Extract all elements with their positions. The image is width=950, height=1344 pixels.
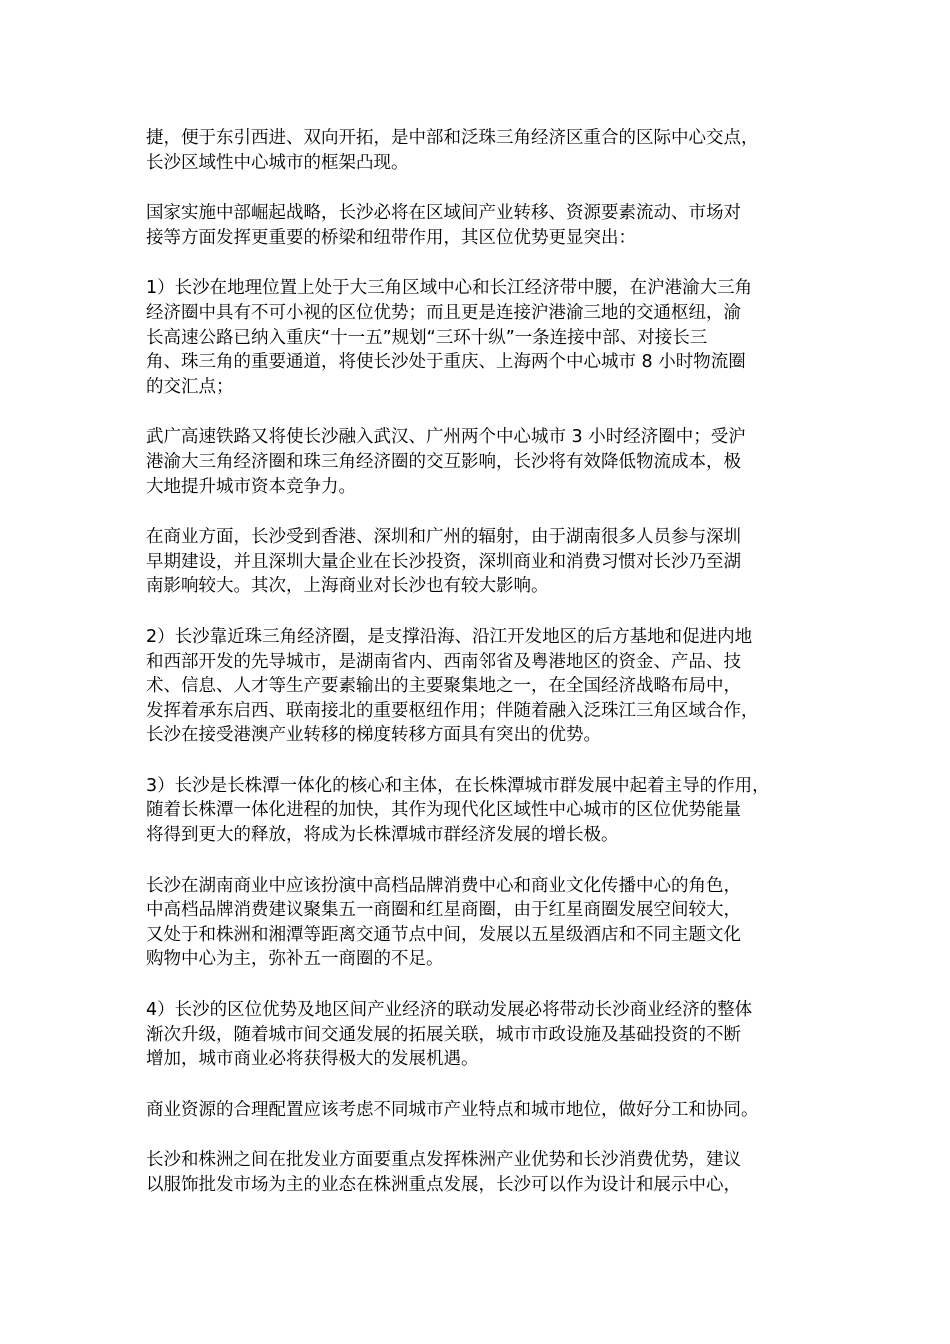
text-line: 发挥着承东启西、联南接北的重要枢纽作用；伴随着融入泛珠江三角区域合作，	[146, 700, 759, 721]
text-line: 增加，城市商业必将获得极大的发展机遇。	[146, 1049, 479, 1070]
text-line: 将得到更大的释放，将成为长株潭城市群经济发展的增长极。	[146, 825, 619, 846]
paragraph	[146, 1148, 826, 1197]
text-line: 角、珠三角的重要通道，将使长沙处于重庆、上海两个中心城市 8 小时物流圈	[146, 352, 746, 373]
text-line: 接等方面发挥更重要的桥梁和纽带作用，其区位优势更显突出：	[146, 227, 636, 248]
paragraph	[146, 425, 826, 499]
text-line: 中高档品牌消费建议聚集五一商圈和红星商圈，由于红星商圈发展空间较大，	[146, 900, 741, 921]
text-line: 1）长沙在地理位置上处于大三角区域中心和长江经济带中腰，在沪港渝大三角	[146, 278, 753, 299]
text-line: 港渝大三角经济圈和珠三角经济圈的交互影响，长沙将有效降低物流成本，极	[146, 451, 741, 472]
paragraph	[146, 276, 826, 399]
text-line: 武广高速铁路又将使长沙融入武汉、广州两个中心城市 3 小时经济圈中；受沪	[146, 427, 746, 448]
text-line: 南影响较大。其次，上海商业对长沙也有较大影响。	[146, 576, 549, 597]
paragraph	[146, 625, 826, 748]
text-line: 长高速公路已纳入重庆“十一五”规划“三环十纵”一条连接中部、对接长三	[146, 327, 708, 348]
text-line: 2）长沙靠近珠三角经济圈，是支撑沿海、沿江开发地区的后方基地和促进内地	[146, 626, 753, 647]
text-line: 大地提升城市资本竞争力。	[146, 476, 356, 497]
paragraph	[146, 201, 826, 250]
paragraph	[146, 126, 826, 175]
text-line: 在商业方面，长沙受到香港、深圳和广州的辐射，由于湖南很多人员参与深圳	[146, 527, 741, 548]
text-line: 3）长沙是长株潭一体化的核心和主体，在长株潭城市群发展中起着主导的作用，	[146, 775, 770, 796]
paragraph	[146, 525, 826, 599]
text-line: 早期建设，并且深圳大量企业在长沙投资，深圳商业和消费习惯对长沙乃至湖	[146, 551, 741, 572]
text-line: 又处于和株洲和湘潭等距离交通节点中间，发展以五星级酒店和不同主题文化	[146, 924, 741, 945]
text-line: 术、信息、人才等生产要素输出的主要聚集地之一，在全国经济战略布局中，	[146, 676, 741, 697]
text-line: 商业资源的合理配置应该考虑不同城市产业特点和城市地位，做好分工和协同。	[146, 1099, 759, 1120]
text-line: 经济圈中具有不可小视的区位优势；而且更是连接沪港渝三地的交通枢纽，渝	[146, 302, 741, 323]
text-line: 以服饰批发市场为主的业态在株洲重点发展，长沙可以作为设计和展示中心，	[146, 1175, 741, 1195]
text-line: 长沙区域性中心城市的框架凸现。	[146, 152, 409, 173]
text-line: 长沙和株洲之间在批发业方面要重点发挥株洲产业优势和长沙消费优势，建议	[146, 1150, 741, 1171]
text-line: 捷，便于东引西进、双向开拓，是中部和泛珠三角经济区重合的区际中心交点，	[146, 128, 759, 148]
text-line: 4）长沙的区位优势及地区间产业经济的联动发展必将带动长沙商业经济的整体	[146, 1000, 753, 1021]
paragraph	[146, 774, 826, 848]
paragraph	[146, 1098, 826, 1123]
text-line: 购物中心为主，弥补五一商圈的不足。	[146, 949, 444, 970]
paragraph	[146, 874, 826, 972]
document-body	[146, 126, 826, 1224]
text-line: 长沙在接受港澳产业转移的梯度转移方面具有突出的优势。	[146, 725, 601, 746]
text-line: 长沙在湖南商业中应该扮演中高档品牌消费中心和商业文化传播中心的角色，	[146, 875, 741, 896]
text-line: 的交汇点；	[146, 376, 234, 397]
text-line: 和西部开发的先导城市，是湖南省内、西南邻省及粤港地区的资金、产品、技	[146, 651, 741, 672]
text-line: 渐次升级，随着城市间交通发展的拓展关联，城市市政设施及基础投资的不断	[146, 1024, 741, 1045]
text-line: 国家实施中部崛起战略，长沙必将在区域间产业转移、资源要素流动、市场对	[146, 203, 741, 224]
text-line: 随着长株潭一体化进程的加快，其作为现代化区域性中心城市的区位优势能量	[146, 800, 741, 821]
paragraph	[146, 998, 826, 1072]
